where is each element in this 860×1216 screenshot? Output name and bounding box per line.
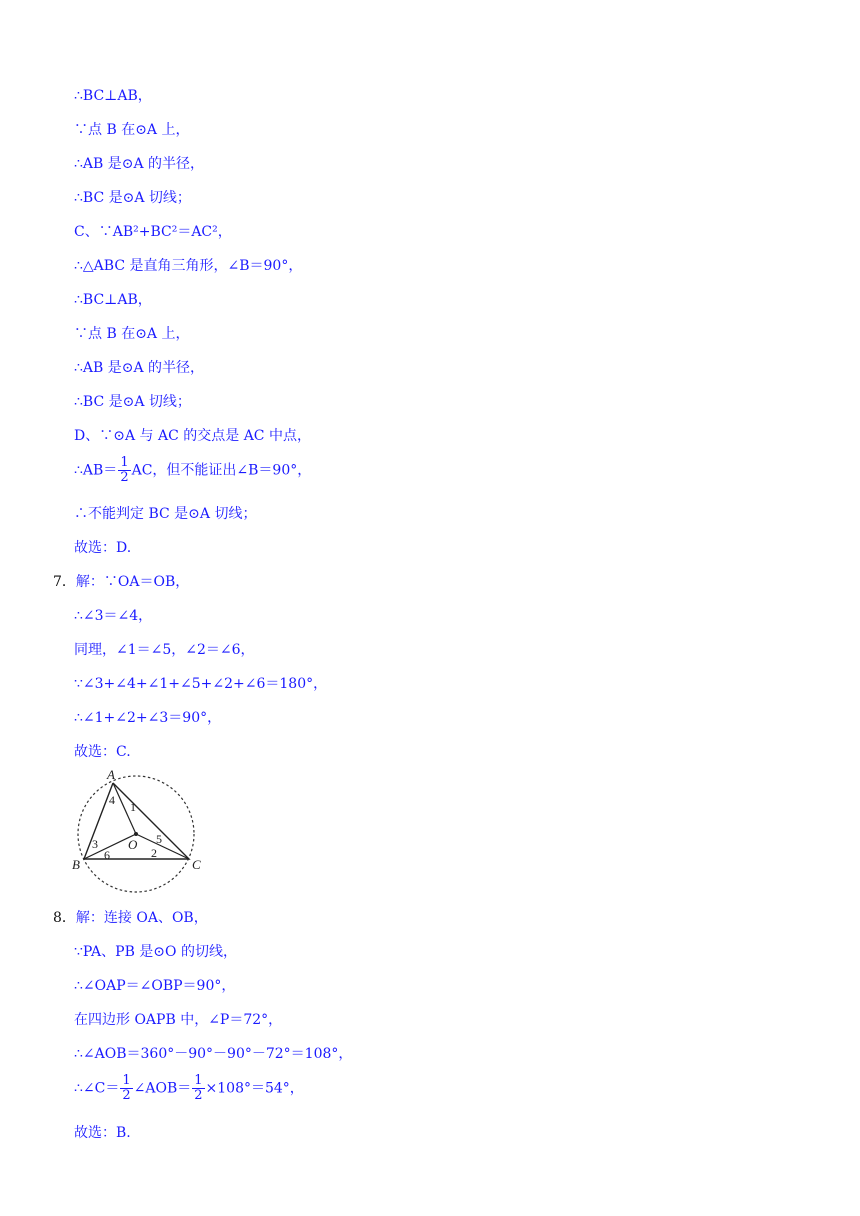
angle-label-1: 1 <box>130 800 136 814</box>
text-segment: 解：∵OA＝OB， <box>75 574 190 590</box>
text-line: ∴BC⊥AB， <box>74 88 152 104</box>
angle-label-6: 6 <box>104 848 110 862</box>
text-line: ∴AB 是⊙A 的半径， <box>74 360 205 376</box>
text-line: 故选：B. <box>74 1125 131 1141</box>
text-line: ∴∠1+∠2+∠3＝90°， <box>74 710 222 726</box>
text-line: ∵∠3+∠4+∠1+∠5+∠2+∠6＝180°， <box>74 676 328 692</box>
text-segment: ∠AOB＝ <box>133 1080 192 1097</box>
text-segment: ∴AB＝ <box>74 462 118 479</box>
fraction-half <box>192 1074 204 1103</box>
text-line: ∴∠3＝∠4， <box>74 608 153 624</box>
fraction-line <box>74 456 311 485</box>
fraction-denominator: 2 <box>122 1088 131 1103</box>
text-line: ∴△ABC 是直角三角形，∠B＝90°， <box>74 258 303 274</box>
label-a: A <box>107 767 115 782</box>
angle-label-4: 4 <box>109 793 115 807</box>
question-8-head <box>53 908 208 928</box>
text-line: ∵PA、PB 是⊙O 的切线， <box>74 944 237 960</box>
text-line: ∴∠OAP＝∠OBP＝90°， <box>74 978 236 994</box>
text-line: ∴∠AOB＝360°－90°－90°－72°＝108°， <box>74 1046 353 1062</box>
fraction-half <box>118 456 130 485</box>
fraction-numerator: 1 <box>122 1073 131 1088</box>
fraction-denominator: 2 <box>194 1088 203 1103</box>
fraction-numerator: 1 <box>194 1073 203 1088</box>
text-line: 同理，∠1＝∠5，∠2＝∠6， <box>74 642 255 658</box>
text-line: 故选：C. <box>74 744 131 760</box>
text-line: ∴BC⊥AB， <box>74 292 152 308</box>
label-c: C <box>192 857 201 872</box>
center-point <box>134 832 138 836</box>
question-number: 8． <box>53 910 76 926</box>
segment-oc <box>136 834 189 859</box>
text-line: ∴不能判定 BC 是⊙A 切线； <box>74 506 257 522</box>
text-line: C、∵AB²+BC²＝AC²， <box>74 224 232 240</box>
angle-label-2: 2 <box>151 846 157 860</box>
question-number: 7． <box>53 574 76 590</box>
text-segment: 解：连接 OA、OB， <box>75 910 208 926</box>
text-line: ∴AB 是⊙A 的半径， <box>74 156 205 172</box>
fraction-denominator: 2 <box>120 470 129 485</box>
text-line: ∴BC 是⊙A 切线； <box>74 394 191 410</box>
fraction-half <box>120 1074 132 1103</box>
text-line: ∴BC 是⊙A 切线； <box>74 190 191 206</box>
triangle-circle-figure <box>68 765 208 893</box>
text-segment: AC，但不能证出∠B＝90°， <box>131 462 312 479</box>
label-b: B <box>72 857 80 872</box>
text-segment: ∴∠C＝ <box>74 1080 120 1097</box>
angle-label-3: 3 <box>92 837 98 851</box>
text-line: 在四边形 OAPB 中，∠P＝72°， <box>74 1012 283 1028</box>
text-line: 故选：D. <box>74 540 132 556</box>
question-7-head <box>53 572 189 592</box>
fraction-line <box>74 1074 304 1103</box>
fraction-numerator: 1 <box>120 455 129 470</box>
text-segment: ×108°＝54°， <box>205 1080 304 1097</box>
label-o: O <box>128 837 138 852</box>
text-line: D、∵⊙A 与 AC 的交点是 AC 中点， <box>74 428 311 444</box>
angle-label-5: 5 <box>156 832 162 846</box>
text-line: ∵点 B 在⊙A 上， <box>74 122 190 138</box>
text-line: ∵点 B 在⊙A 上， <box>74 326 190 342</box>
